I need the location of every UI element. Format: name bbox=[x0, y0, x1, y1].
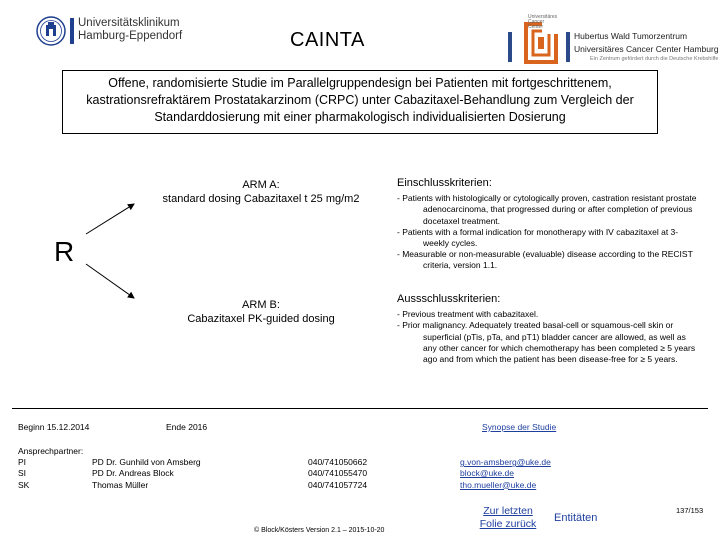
contact-phone: 040/741055470 bbox=[308, 468, 368, 479]
contact-row bbox=[18, 480, 551, 491]
back-to-last-slide-link[interactable] bbox=[476, 505, 540, 531]
synopse-link[interactable]: Synopse der Studie bbox=[482, 422, 557, 432]
uctc-logo-bar-left bbox=[508, 32, 512, 62]
uke-logo-name: Universitätsklinikum bbox=[78, 17, 180, 29]
divider bbox=[12, 408, 708, 409]
uke-logo-bar bbox=[70, 18, 74, 44]
exclusion-heading: Aussschlusskriterien: bbox=[397, 293, 501, 305]
contact-name: PD Dr. Andreas Block bbox=[92, 468, 174, 479]
arm-b-title: ARM B: bbox=[242, 299, 280, 311]
arm-a bbox=[150, 178, 372, 206]
footer-copyright: © Block/Kösters Version 2.1 – 2015-10-20 bbox=[254, 527, 385, 534]
contacts-heading: Ansprechpartner: bbox=[18, 446, 84, 456]
inclusion-item: - Patients with histologically or cytologically proven, castration resistant prostate adenocarcinoma, that progressed during or after completion of previous docetaxel treatment. bbox=[397, 193, 697, 226]
uke-logo bbox=[36, 14, 206, 48]
study-end: Ende 2016 bbox=[166, 422, 208, 432]
contact-phone: 040/741050662 bbox=[308, 457, 368, 468]
exclusion-criteria bbox=[397, 294, 697, 365]
back-link-line: Folie zurück bbox=[479, 518, 537, 530]
study-summary-box bbox=[62, 70, 658, 134]
contact-name: PD Dr. Gunhild von Amsberg bbox=[92, 457, 201, 468]
contact-email-link[interactable]: tho.mueller@uke.de bbox=[460, 479, 537, 490]
study-summary-line: Offene, randomisierte Studie im Parallelgruppendesign bei Patienten mit fortgeschrittenem, bbox=[108, 76, 612, 90]
contact-name: Thomas Müller bbox=[92, 479, 149, 490]
study-summary-line: Standarddosierung mit einer pharmakologisch individualisierten Dosierung bbox=[154, 110, 566, 124]
randomization-arrows-icon bbox=[80, 190, 160, 308]
exclusion-item: - Prior malignancy. Adequately treated basal-cell or squamous-cell skin or superficial (pTis, pTa, and pT1) bladder cancer are allowed, as well as any other cancer for which chemotherapy has been completed ≥ 5 years ago and from which the patient has been disease-free for ≥ 5 years. bbox=[397, 320, 696, 365]
arm-b-description: Cabazitaxel PK-guided dosing bbox=[187, 313, 335, 325]
study-summary-line: kastrationsrefraktärem Prostatakarzinom (CRPC) unter Cabazitaxel-Behandlung zum Vergleich der bbox=[86, 93, 634, 107]
uctc-logo-subtitle: Universitäres Cancer Center Hamburg bbox=[574, 44, 719, 54]
contact-phone: 040/741057724 bbox=[308, 479, 368, 490]
entities-link[interactable]: Entitäten bbox=[554, 512, 598, 524]
contact-email-link[interactable]: g.von-amsberg@uke.de bbox=[460, 457, 551, 468]
back-link-line: Zur letzten bbox=[483, 505, 533, 517]
uctc-small-caption: Universitäres Cancer Center bbox=[528, 14, 558, 30]
page-number: 137/153 bbox=[676, 506, 704, 515]
contact-role: SK bbox=[18, 479, 30, 490]
uctc-logo-name: Hubertus Wald Tumorzentrum bbox=[574, 31, 688, 41]
arm-a-title: ARM A: bbox=[242, 179, 280, 191]
contact-row bbox=[18, 468, 551, 479]
page-title: CAINTA bbox=[290, 29, 365, 51]
inclusion-criteria bbox=[397, 178, 697, 272]
randomization-label: R bbox=[54, 236, 75, 267]
inclusion-item: - Patients with a formal indication for monotherapy with IV cabazitaxel at 3-weekly cycles. bbox=[397, 226, 679, 249]
uctc-logo-bar-right bbox=[566, 32, 570, 62]
contacts bbox=[18, 446, 551, 491]
contact-row bbox=[18, 457, 551, 468]
contact-role: PI bbox=[18, 457, 27, 468]
inclusion-heading: Einschlusskriterien: bbox=[397, 177, 492, 189]
study-begin: Beginn 15.12.2014 bbox=[18, 422, 90, 432]
arm-a-description: standard dosing Cabazitaxel t 25 mg/m2 bbox=[162, 193, 360, 205]
contact-role: SI bbox=[18, 468, 27, 479]
university-seal-icon bbox=[36, 14, 66, 48]
inclusion-item: - Measurable or non-measurable (evaluable) disease according to the RECIST criteria, version 1.1. bbox=[397, 249, 693, 271]
contact-email-link[interactable]: block@uke.de bbox=[460, 468, 514, 479]
uctc-logo bbox=[508, 14, 719, 64]
exclusion-item: - Previous treatment with cabazitaxel. bbox=[397, 309, 539, 320]
uctc-logo-tagline: Ein Zentrum gefördert durch die Deutsche Krebshilfe bbox=[590, 56, 719, 62]
arm-b bbox=[150, 298, 372, 326]
uke-logo-location: Hamburg-Eppendorf bbox=[78, 30, 183, 42]
